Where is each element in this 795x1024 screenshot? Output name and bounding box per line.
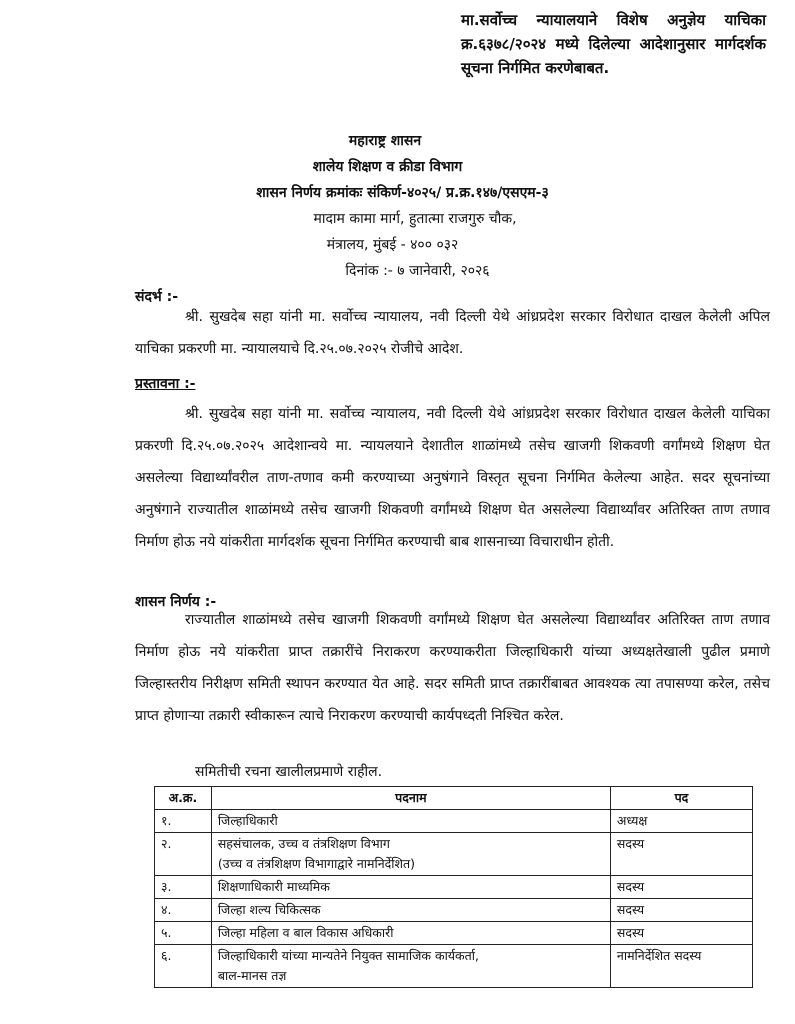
government-name: महाराष्ट्र शासन: [348, 133, 422, 149]
table-header-row: [155, 787, 753, 810]
row-designation: जिल्हाधिकारी: [211, 810, 610, 833]
row-serial: १.: [155, 810, 212, 833]
row-role: नामनिर्देशित सदस्य: [610, 945, 752, 988]
preamble-text: श्री. सुखदेब सहा यांनी मा. सर्वोच्च न्यायालय, नवी दिल्ली येथे आंध्रप्रदेश सरकार विरोधात दाखल केलेली याचिका प्रकरणी दि.२५.०७.२०२५ आदेशान्वये मा. न्यायलयाने देशातील शाळांमध्ये तसेच खाजगी शिकवणी वर्गांमध्ये शिक्षण घेत असलेल्या विद्यार्थ्यांवरील ताण-तणाव कमी करण्याच्या अनुषंगाने विस्तृत सूचना निर्गमित केलेल्या आहेत. सदर सूचनांच्या अनुषंगाने राज्यातील शाळांमध्ये तसेच खाजगी शिकवणी वर्गांमध्ये शिक्षण घेत असलेल्या विद्यार्थ्यांवर अतिरिक्त ताण तणाव निर्माण होऊ नये यांकरीता मार्गदर्शक सूचना निर्गमित करण्याची बाब शासनाच्या विचाराधीन होती.: [135, 406, 770, 550]
address-line-2: मंत्रालय, मुंबई - ४०० ०३२: [326, 237, 459, 253]
header-role: पद: [610, 787, 752, 810]
row-serial: ४.: [155, 899, 212, 922]
row-designation-sub: (उच्च व तंत्रशिक्षण विभागाद्वारे नामनिर्देशित): [217, 856, 416, 871]
row-role: सदस्य: [610, 922, 752, 945]
table-row: [155, 810, 753, 833]
row-role: सदस्य: [610, 899, 752, 922]
address-line-1: मादाम कामा मार्ग, हुतात्मा राजगुरु चौक,: [313, 211, 517, 227]
row-designation: जिल्हाधिकारी यांच्या मान्यतेने नियुक्त सामाजिक कार्यकर्ता,: [217, 948, 479, 963]
row-designation: सहसंचालक, उच्च व तंत्रशिक्षण विभाग: [217, 836, 390, 851]
reference-text: श्री. सुखदेब सहा यांनी मा. सर्वोच्च न्यायालय, नवी दिल्ली येथे आंध्रप्रदेश सरकार विरोधात दाखल केलेली अपिल याचिका प्रकरणी मा. न्यायालयाचे दि.२५.०७.२०२५ रोजीचे आदेश.: [135, 309, 770, 357]
decision-text: राज्यातील शाळांमध्ये तसेच खाजगी शिकवणी वर्गांमध्ये शिक्षण घेत असलेल्या विद्यार्थ्यांवर अतिरिक्त ताण तणाव निर्माण होऊ नये यांकरीता प्राप्त तक्रारींचे निराकरण करण्याकरीता जिल्हाधिकारी यांच्या अध्यक्षतेखाली पुढील प्रमाणे जिल्हास्तरीय निरीक्षण समिती स्थापन करण्यात येत आहे. सदर समिती प्राप्त तक्रारींबाबत आवश्यक त्या तपासण्या करेल, तसेच प्राप्त होणाऱ्या तक्रारी स्वीकारून त्याचे निराकरण करण्याची कार्यपध्दती निश्चित करेल.: [135, 612, 770, 724]
table-row: [155, 876, 753, 899]
row-role: सदस्य: [610, 876, 752, 899]
decision-heading: शासन निर्णय :-: [135, 594, 217, 610]
reference-heading: संदर्भ :-: [135, 289, 179, 305]
committee-table: [154, 786, 753, 988]
preamble-heading: प्रस्तावना :-: [135, 376, 196, 392]
table-row: [155, 899, 753, 922]
committee-note: समितीची रचना खालीलप्रमाणे राहील.: [195, 764, 383, 780]
row-serial: ६.: [155, 945, 212, 988]
table-row: [155, 945, 753, 988]
row-designation-cell: [211, 833, 610, 876]
department-name: शालेय शिक्षण व क्रीडा विभाग: [312, 159, 463, 175]
table-row: [155, 922, 753, 945]
row-designation: जिल्हा महिला व बाल विकास अधिकारी: [211, 922, 610, 945]
table-row: [155, 833, 753, 876]
row-designation: शिक्षणाधिकारी माध्यमिक: [211, 876, 610, 899]
document-header: [0, 128, 795, 284]
row-role: सदस्य: [610, 833, 752, 876]
row-role: अध्यक्ष: [610, 810, 752, 833]
header-serial: अ.क्र.: [155, 787, 212, 810]
header-designation: पदनाम: [211, 787, 610, 810]
row-serial: ३.: [155, 876, 212, 899]
gr-number: शासन निर्णय क्रमांकः संकिर्ण-४०२५/ प्र.क्र.१४७/एसएम-३: [256, 185, 549, 201]
document-date: दिनांक :- ७ जानेवारी, २०२६: [345, 263, 490, 279]
row-designation: जिल्हा शल्य चिकित्सक: [211, 899, 610, 922]
row-designation-sub: बाल-मानस तज्ञ: [217, 968, 287, 983]
row-serial: ५.: [155, 922, 212, 945]
row-serial: २.: [155, 833, 212, 876]
subject-text: मा.सर्वोच्च न्यायालयाने विशेष अनुज्ञेय याचिका क्र.६३७८/२०२४ मध्ये दिलेल्या आदेशानुसार मार्गदर्शक सूचना निर्गमित करणेबाबत.: [461, 11, 766, 77]
row-designation-cell: [211, 945, 610, 988]
